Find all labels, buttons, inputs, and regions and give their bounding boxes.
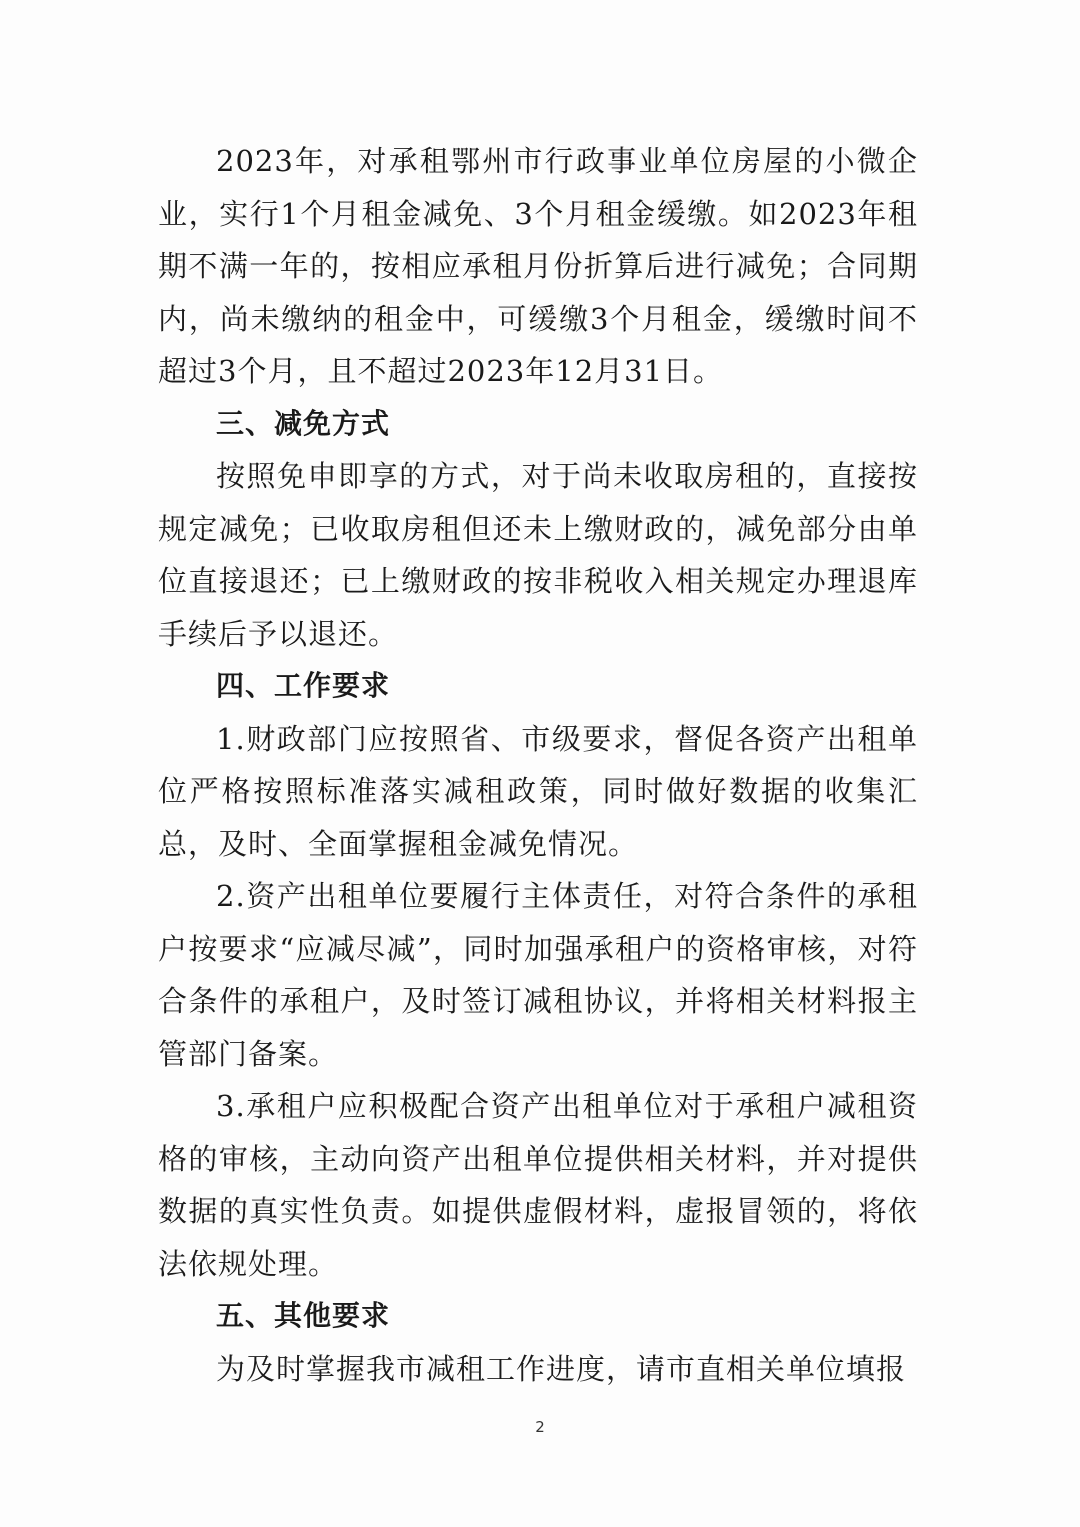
document-body: [158, 135, 918, 1395]
paragraph-requirement-2: 2.资产出租单位要履行主体责任，对符合条件的承租户按要求“应减尽减”，同时加强承租户的资格审核，对符合条件的承租户，及时签订减租协议，并将相关材料报主管部门备案。: [158, 879, 918, 1071]
paragraph-requirement-1: 1.财政部门应按照省、市级要求，督促各资产出租单位严格按照标准落实减租政策，同时做好数据的收集汇总，及时、全面掌握租金减免情况。: [158, 721, 918, 861]
paragraph-other-requirements: 为及时掌握我市减租工作进度，请市直相关单位填报: [216, 1351, 907, 1386]
heading-relief-method: 三、减免方式: [216, 406, 391, 440]
paragraph-requirement-3: 3.承租户应积极配合资产出租单位对于承租户减租资格的审核，主动向资产出租单位提供相关材料，并对提供数据的真实性负责。如提供虚假材料，虚报冒领的，将依法依规处理。: [158, 1089, 918, 1281]
paragraph-rent-relief-2023: 2023年，对承租鄂州市行政事业单位房屋的小微企业，实行1个月租金减免、3个月租金缓缴。如2023年租期不满一年的，按相应承租月份折算后进行减免；合同期内，尚未缴纳的租金中，可缓缴3个月租金，缓缴时间不超过3个月，且不超过2023年12月31日。: [158, 144, 918, 388]
paragraph-relief-method: 按照免申即享的方式，对于尚未收取房租的，直接按规定减免；已收取房租但还未上缴财政的，减免部分由单位直接退还；已上缴财政的按非税收入相关规定办理退库手续后予以退还。: [158, 459, 918, 651]
heading-work-requirements: 四、工作要求: [216, 669, 391, 702]
heading-other-requirements: 五、其他要求: [216, 1299, 391, 1332]
page-number: 2: [535, 1418, 545, 1436]
